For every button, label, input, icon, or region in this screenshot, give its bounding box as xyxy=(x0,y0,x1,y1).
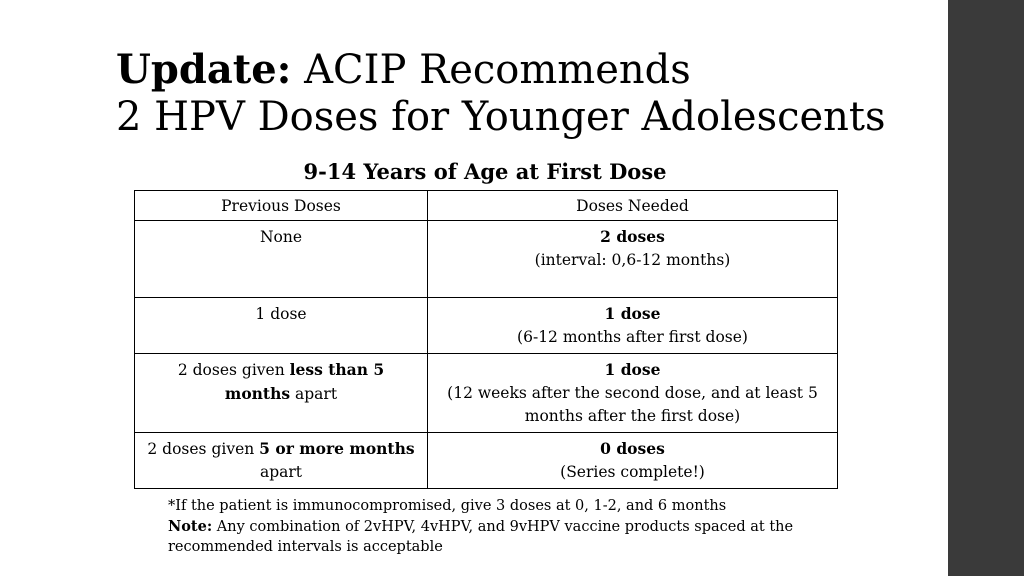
prev-text: 2 doses given xyxy=(177,361,290,379)
needed-bold: 1 dose xyxy=(604,304,661,323)
prev-text: 1 dose xyxy=(255,305,307,323)
previous-doses-cell xyxy=(135,298,428,354)
needed-bold: 0 doses xyxy=(600,439,665,458)
table-heading: 9-14 Years of Age at First Dose xyxy=(303,159,667,184)
doses-needed-cell xyxy=(428,298,838,354)
prev-bold: 5 or more months xyxy=(259,439,415,458)
note-text: Any combination of 2vHPV, 4vHPV, and 9vHPV vaccine products spaced at the recommended intervals is acceptable xyxy=(168,518,794,555)
prev-text-after: apart xyxy=(290,385,338,403)
note-label: Note: xyxy=(168,517,213,535)
side-decoration-bar xyxy=(948,0,1024,576)
prev-bold: less than 5 months xyxy=(224,360,385,403)
table-row xyxy=(135,221,838,298)
prev-text-after: apart xyxy=(259,463,303,481)
needed-detail: (12 weeks after the second dose, and at least 5 months after the first dose) xyxy=(447,384,818,425)
prev-text: None xyxy=(259,228,303,246)
needed-bold: 2 doses xyxy=(600,227,665,246)
footnote xyxy=(168,496,868,558)
table-row xyxy=(135,433,838,489)
header-doses-needed: Doses Needed xyxy=(428,191,838,221)
previous-doses-cell xyxy=(135,354,428,433)
previous-doses-cell xyxy=(135,433,428,489)
title-bold: Update: xyxy=(116,46,292,93)
needed-detail: (Series complete!) xyxy=(560,463,705,481)
doses-needed-cell xyxy=(428,354,838,433)
needed-bold: 1 dose xyxy=(604,360,661,379)
dosing-table xyxy=(134,190,838,489)
header-previous-doses: Previous Doses xyxy=(135,191,428,221)
table-row xyxy=(135,298,838,354)
footnote-note xyxy=(168,517,868,558)
doses-needed-cell xyxy=(428,433,838,489)
doses-needed-cell xyxy=(428,221,838,298)
title-line1: ACIP Recommends xyxy=(291,47,691,93)
prev-text: 2 doses given xyxy=(147,440,260,458)
needed-detail: (6-12 months after first dose) xyxy=(517,328,748,346)
table-row xyxy=(135,354,838,433)
footnote-immunocompromised: *If the patient is immunocompromised, give 3 doses at 0, 1-2, and 6 months xyxy=(168,498,727,514)
table-header-row xyxy=(135,191,838,221)
title-line2: 2 HPV Doses for Younger Adolescents xyxy=(116,94,886,140)
slide-title xyxy=(116,46,916,141)
needed-detail: (interval: 0,6-12 months) xyxy=(534,251,731,269)
previous-doses-cell xyxy=(135,221,428,298)
